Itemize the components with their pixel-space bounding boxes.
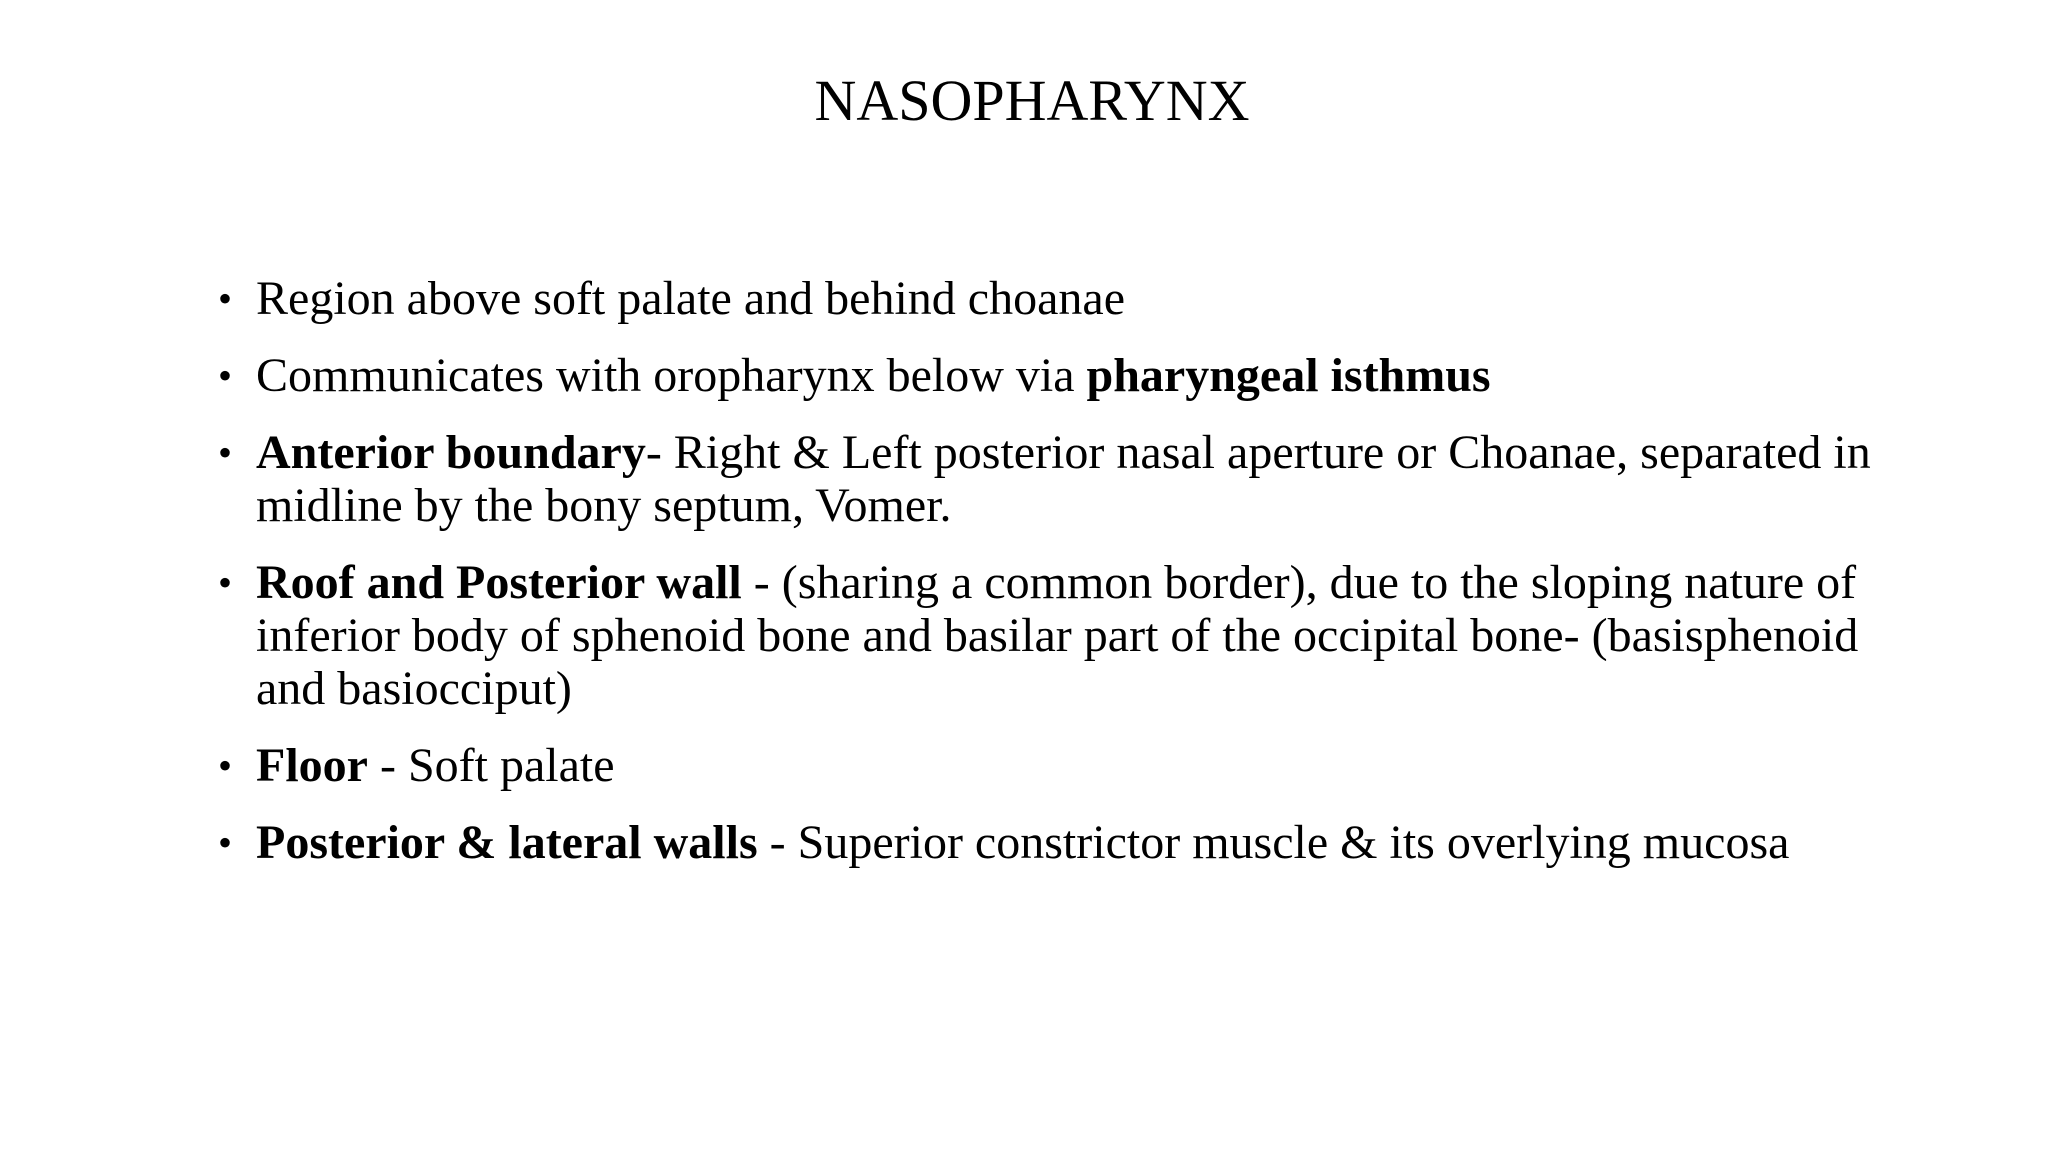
bullet-text: - Right & Left posterior nasal aperture or Choanae, separated in midline by the bony septum, Vomer. xyxy=(256,426,1871,532)
slide-title: NASOPHARYNX xyxy=(814,68,1250,133)
bullet-dot: • xyxy=(218,276,233,321)
bullet-item xyxy=(218,816,1938,869)
bullet-bold-term: Posterior & lateral walls xyxy=(256,816,758,869)
bullet-bold-term: Anterior boundary xyxy=(256,426,646,479)
bullet-text: Communicates with oropharynx below via xyxy=(256,349,1087,402)
bullet-dot: • xyxy=(218,820,233,865)
bullet-text: - Superior constrictor muscle & its overlying mucosa xyxy=(757,816,1790,869)
bullet-item xyxy=(218,349,1938,402)
bullet-item xyxy=(218,739,1938,792)
bullet-bold-term: Roof and Posterior wall xyxy=(256,556,742,609)
bullet-item xyxy=(218,426,1938,532)
bullet-text: Region above soft palate and behind choanae xyxy=(256,272,1126,325)
bullet-item xyxy=(218,272,1938,325)
bullet-bold-term: Floor xyxy=(256,739,368,792)
bullet-dot: • xyxy=(218,743,233,788)
bullet-bold-term: pharyngeal isthmus xyxy=(1086,349,1491,402)
bullet-dot: • xyxy=(218,353,233,398)
bullet-item xyxy=(218,556,1938,715)
bullet-list xyxy=(218,272,1938,893)
bullet-dot: • xyxy=(218,560,233,605)
bullet-dot: • xyxy=(218,430,233,475)
bullet-text: - Soft palate xyxy=(367,739,615,792)
bullet-text: - (sharing a common border), due to the sloping nature of inferior body of sphenoid bone and basilar part of the occipital bone- (basisphenoid and basiocciput) xyxy=(256,556,1859,715)
